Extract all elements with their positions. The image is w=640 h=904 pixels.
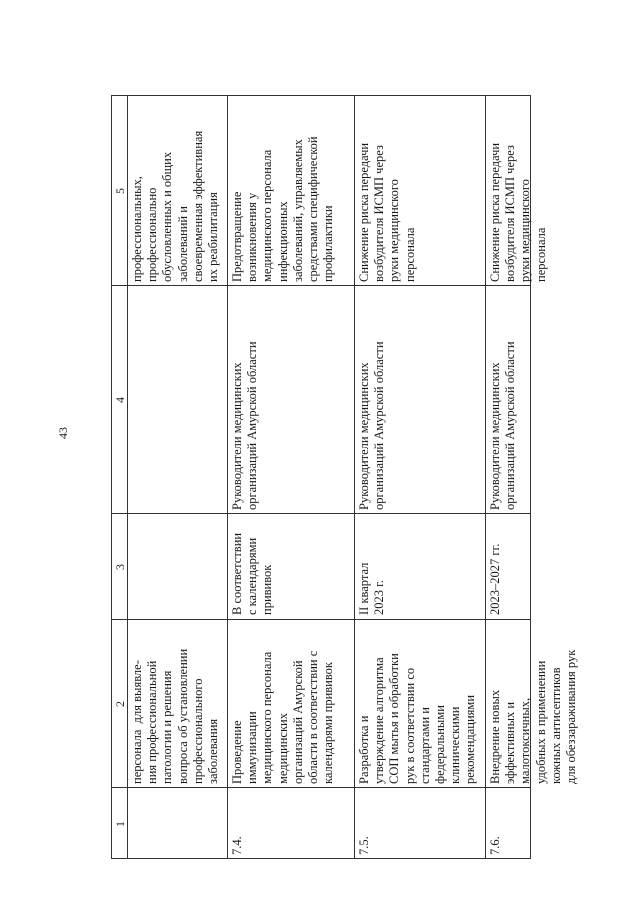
table-cell-num bbox=[127, 787, 227, 859]
column-header: 3 bbox=[113, 564, 127, 570]
table-cell-term: 2023–2027 гг. bbox=[488, 543, 502, 615]
table-cell-measure: персонала для выявле- ния профессиональной патологии и решения вопроса об установлении профессионального заболевания bbox=[130, 648, 221, 784]
table-cell-num: 7.5. bbox=[357, 836, 371, 855]
table-cell-num: 7.6. bbox=[488, 836, 502, 855]
table-cell-term: II квартал 2023 г. bbox=[357, 562, 387, 615]
table-cell-responsible: Руководители медицинских организаций Амурской области bbox=[230, 341, 260, 510]
column-header: 1 bbox=[113, 821, 127, 827]
table-cell-responsible: Руководители медицинских организаций Амурской области bbox=[357, 341, 387, 510]
table-cell-responsible bbox=[127, 285, 227, 513]
column-header: 5 bbox=[113, 188, 127, 194]
table-cell-measure: Внедрение новых эффективных и малотоксичных, удобных в применении кожных антисептиков для обеззараживания рук bbox=[488, 649, 579, 784]
table-cell-responsible: Руководители медицинских организаций Амурской области bbox=[488, 341, 518, 510]
table-cell-measure: Разработка и утверждение алгоритма СОП мытья и обработки рук в соответствии со стандартами и федеральными клиническими рекомендациями bbox=[357, 653, 478, 784]
table-cell-num: 7.4. bbox=[230, 836, 244, 855]
table-cell-term: В соответствии с календарями прививок bbox=[230, 532, 275, 615]
table-cell-result: Предотвращение возникновения у медицинского персонала инфекционных заболеваний, управляемых средствами специфической профилактики bbox=[230, 136, 336, 282]
measures-table bbox=[111, 95, 579, 859]
column-header: 2 bbox=[113, 701, 127, 707]
column-header: 4 bbox=[113, 397, 127, 403]
table-cell-result: Снижение риска передачи возбудителя ИСМП через руки медицинского персонала bbox=[357, 142, 417, 282]
table-cell-result: профессиональных, профессионально обусловленных и общих заболеваний и своевременная эффективная их реабилитация bbox=[130, 130, 221, 282]
table-cell-measure: Проведение иммунизации медицинского персонала медицинских организаций Амурской области в соответствии с календарями прививок bbox=[230, 650, 336, 784]
page-number: 43 bbox=[56, 427, 70, 439]
table-cell-result: Снижение риска передачи возбудителя ИСМП через руки медицинского персонала bbox=[488, 142, 548, 282]
table-cell-term bbox=[127, 513, 227, 619]
